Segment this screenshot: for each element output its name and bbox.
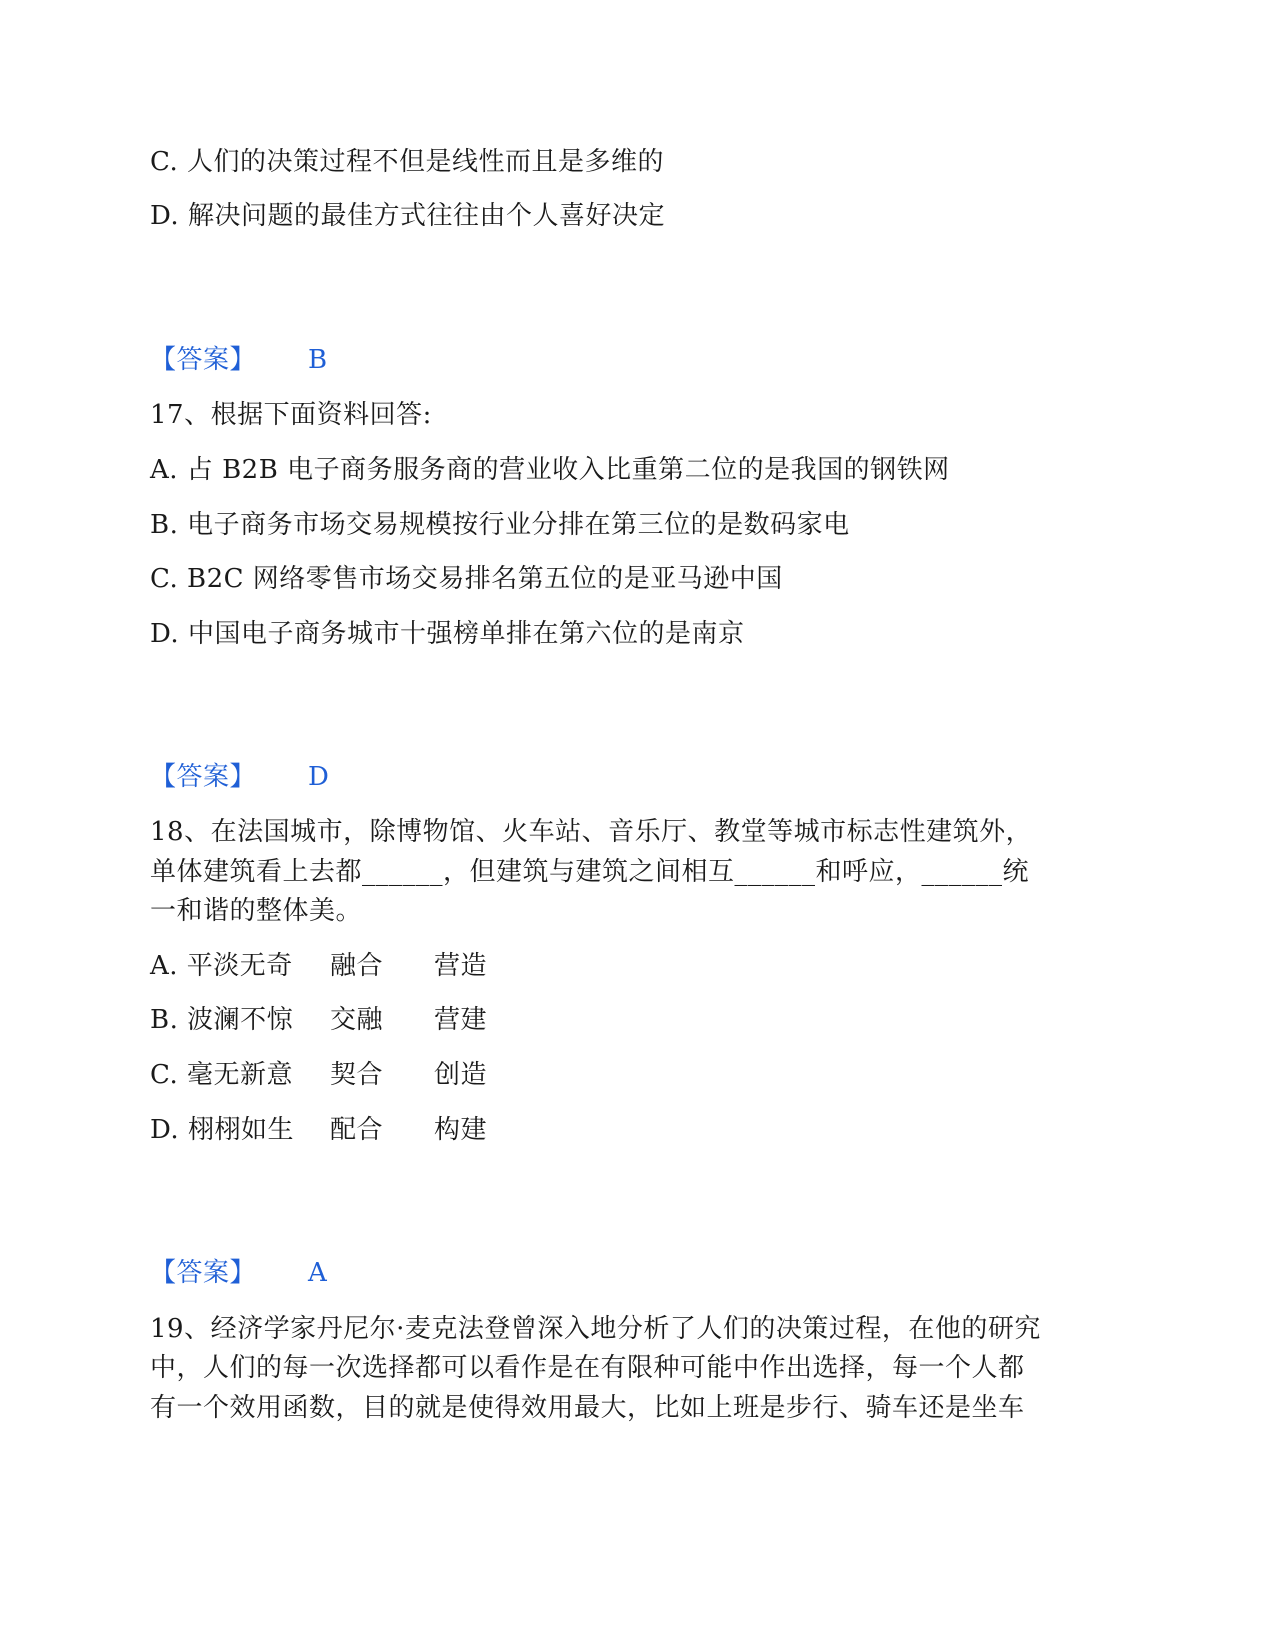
q17-option-a: A. 占 B2B 电子商务服务商的营业收入比重第二位的是我国的钢铁网 <box>150 455 950 485</box>
option-word: 营建 <box>434 1005 488 1035</box>
option-word: 配合 <box>330 1115 384 1145</box>
q17-option-b: B. 电子商务市场交易规模按行业分排在第三位的是数码家电 <box>150 510 850 540</box>
answer-label: 【答案】 <box>150 345 257 375</box>
option-word: A. 平淡无奇 <box>150 951 293 981</box>
answer-value: A <box>308 1258 328 1288</box>
q16-option-c: C. 人们的决策过程不但是线性而且是多维的 <box>150 147 664 177</box>
option-word: 融合 <box>330 951 384 981</box>
q18-option-c <box>150 1058 487 1092</box>
q17-answer <box>150 760 329 794</box>
q18-stem-line2: 单体建筑看上去都______，但建筑与建筑之间相互______和呼应，______统 <box>150 857 1030 887</box>
q18-option-a <box>150 949 487 983</box>
option-word: C. 毫无新意 <box>150 1060 293 1090</box>
q17-option-d: D. 中国电子商务城市十强榜单排在第六位的是南京 <box>150 619 745 649</box>
q18-option-b <box>150 1003 487 1037</box>
q19-stem-line2: 中，人们的每一次选择都可以看作是在有限种可能中作出选择，每一个人都 <box>150 1353 1025 1383</box>
option-word: 创造 <box>434 1060 488 1090</box>
answer-value: D <box>308 762 330 792</box>
option-word: 交融 <box>330 1005 384 1035</box>
q18-stem-line3: 一和谐的整体美。 <box>150 896 363 926</box>
option-word: B. 波澜不惊 <box>150 1005 294 1035</box>
q18-stem-line1: 18、在法国城市，除博物馆、火车站、音乐厅、教堂等城市标志性建筑外， <box>150 817 1033 847</box>
q19-stem-line1: 19、经济学家丹尼尔·麦克法登曾深入地分析了人们的决策过程，在他的研究 <box>150 1314 1041 1344</box>
answer-value: B <box>308 345 328 375</box>
q16-answer <box>150 343 328 377</box>
answer-label: 【答案】 <box>150 1258 257 1288</box>
q18-answer <box>150 1256 327 1290</box>
option-word: 构建 <box>434 1115 488 1145</box>
option-word: 契合 <box>330 1060 384 1090</box>
q16-option-d: D. 解决问题的最佳方式往往由个人喜好决定 <box>150 201 665 231</box>
q19-stem-line3: 有一个效用函数，目的就是使得效用最大，比如上班是步行、骑车还是坐车 <box>150 1393 1025 1423</box>
q18-option-d <box>150 1113 487 1147</box>
q17-stem: 17、根据下面资料回答: <box>150 400 432 430</box>
q17-option-c: C. B2C 网络零售市场交易排名第五位的是亚马逊中国 <box>150 564 783 594</box>
answer-label: 【答案】 <box>150 762 257 792</box>
option-word: D. 栩栩如生 <box>150 1115 294 1145</box>
option-word: 营造 <box>434 951 488 981</box>
